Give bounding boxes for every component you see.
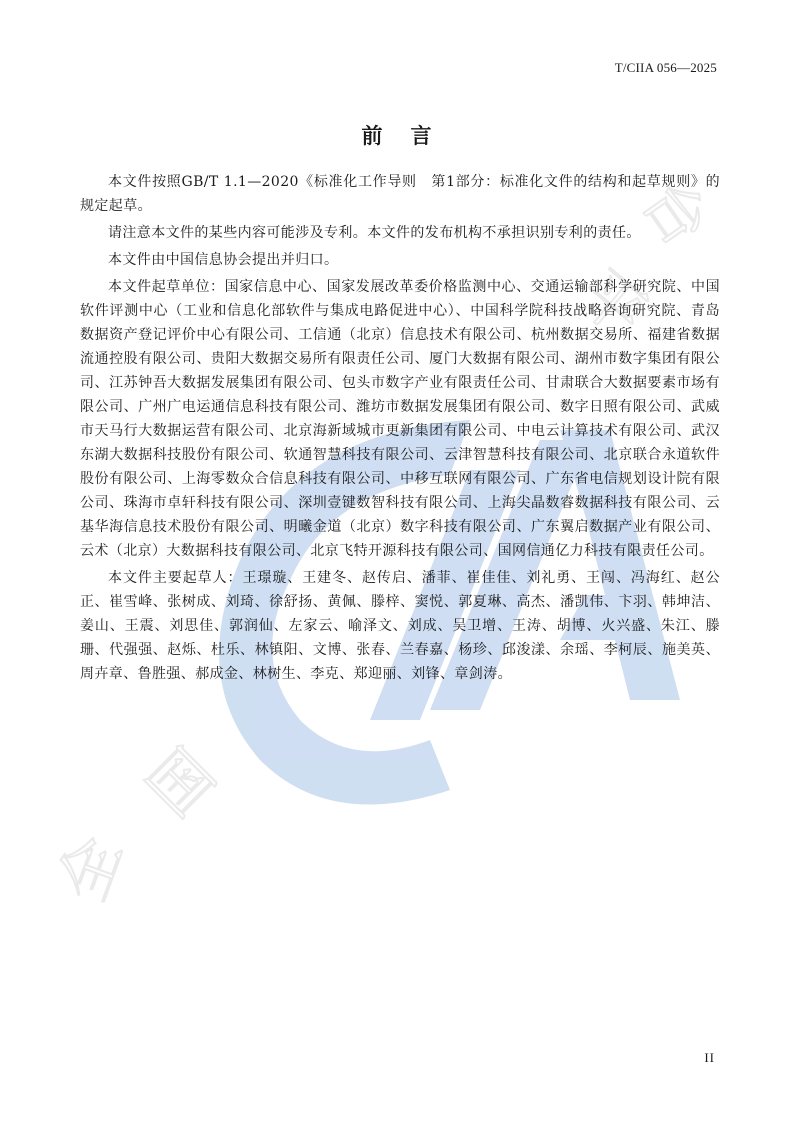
paragraph-drafting-units: 本文件起草单位：国家信息中心、国家发展改革委价格监测中心、交通运输部科学研究院、中国软件评测中心（工业和信息化部软件与集成电路促进中心）、中国科学院科技战略咨询研究院、青岛数据资产登记评价中心有限公司、工信通（北京）信息技术有限公司、杭州数据交易所、福建省数据流通控股有限公司、贵阳大数据交易所有限责任公司、厦门大数据有限公司、湖州市数字集团有限公司、江苏钟吾大数据发展集团有限公司、包头市数字产业有限责任公司、甘肃联合大数据要素市场有限公司、广州广电运通信息科技有限公司、潍坊市数据发展集团有限公司、数字日照有限公司、武威市天马行大数据运营有限公司、北京海新域城市更新集团有限公司、中电云计算技术有限公司、武汉东湖大数据科技股份有限公司、软通智慧科技有限公司、云津智慧科技有限公司、北京联合永道软件股份有限公司、上海零数众合信息科技有限公司、中移互联网有限公司、广东省电信规划设计院有限公司、珠海市卓轩科技有限公司、深圳壹键数智科技有限公司、上海尖晶数睿数据科技有限公司、云基华海信息技术股份有限公司、明曦金道（北京）数字科技有限公司、广东翼启数据产业有限公司、云术（北京）大数据科技有限公司、北京飞特开源科技有限公司、国网信通亿力科技有限责任公司。	[80, 279, 720, 559]
paragraph-drafting-rules: 本文件按照GB/T 1.1—2020《标准化工作导则 第1部分：标准化文件的结构和起草规则》的规定起草。	[80, 174, 720, 214]
paragraph-drafters: 本文件主要起草人：王璟璇、王建冬、赵传启、潘菲、崔佳佳、刘礼勇、王闯、冯海红、赵公正、崔雪峰、张树成、刘琦、徐舒扬、黄佩、滕梓、窦悦、郭夏琳、高杰、潘凯伟、卞羽、韩坤洁、姜山、王震、刘思佳、郭润仙、左家云、喻泽文、刘成、吴卫增、王涛、胡博、火兴盛、朱江、滕珊、代强强、赵烁、杜乐、林镇阳、文博、张春、兰春嘉、杨珍、邱浚漾、余瑶、李柯辰、施美英、周卉章、鲁胜强、郝成金、林树生、李克、郑迎丽、刘锋、章剑涛。	[80, 570, 720, 682]
watermark-arc-char-4: 台	[627, 166, 724, 260]
watermark-arc-char-2: 国	[133, 735, 230, 831]
paragraph-patent-notice: 请注意本文件的某些内容可能涉及专利。本文件的发布机构不承担识别专利的责任。	[108, 225, 641, 241]
standard-code: T/CIIA 056—2025	[614, 60, 717, 75]
page-title: 前言	[361, 124, 460, 148]
paragraph-proposer: 本文件由中国信息协会提出并归口。	[108, 252, 339, 268]
watermark-arc-char-3: 平	[565, 255, 660, 352]
page-number: II	[704, 1050, 715, 1065]
document-body	[80, 170, 720, 689]
watermark-arc-char-1: 全	[45, 826, 136, 911]
